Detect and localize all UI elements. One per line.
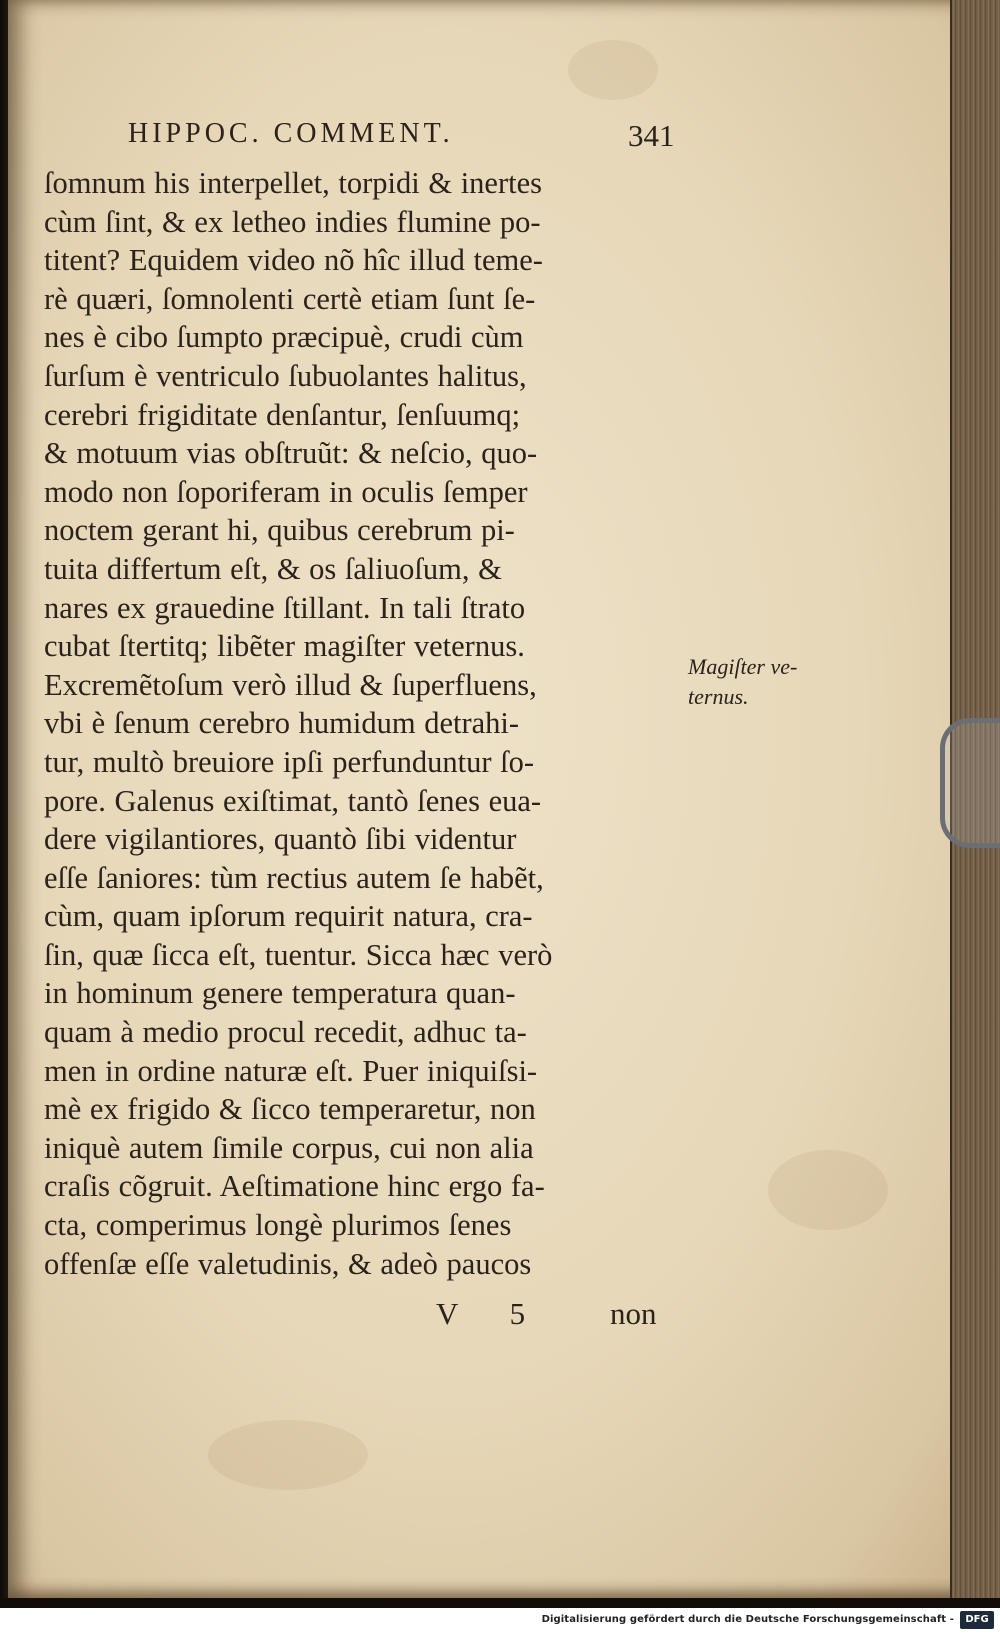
body-text bbox=[44, 164, 684, 1283]
page-clip bbox=[940, 718, 1000, 848]
bottom-shadow bbox=[0, 1598, 1000, 1608]
marginal-note-line: Magiſter ve- bbox=[688, 654, 798, 679]
paper-stain bbox=[568, 40, 658, 100]
book-page bbox=[8, 0, 983, 1598]
text-line: ſurſum è ventriculo ſubuolantes halitus, bbox=[44, 358, 527, 393]
text-line: titent? Equidem video nõ hîc illud teme- bbox=[44, 243, 543, 278]
text-line: cùm, quam ipſorum requirit natura, cra- bbox=[44, 899, 533, 934]
text-line: cta, comperimus longè plurimos ſenes bbox=[44, 1208, 512, 1243]
text-line: quam à medio procul recedit, adhuc ta- bbox=[44, 1015, 527, 1050]
text-line: iniquè autem ſimile corpus, cui non alia bbox=[44, 1130, 534, 1165]
text-line: eſſe ſaniores: tùm rectius autem ſe habẽt, bbox=[44, 860, 544, 895]
text-line: mè ex frigido & ſicco temperaretur, non bbox=[44, 1092, 536, 1127]
text-line: ſin, quæ ſicca eſt, tuentur. Sicca hæc verò bbox=[44, 937, 553, 972]
text-line: nares ex grauedine ſtillant. In tali ſtrato bbox=[44, 590, 526, 625]
text-line: pore. Galenus exiſtimat, tantò ſenes eua- bbox=[44, 783, 542, 818]
marginal-note-line: ternus. bbox=[688, 684, 749, 709]
text-line: tur, multò breuiore ipſi perfunduntur ſo- bbox=[44, 744, 534, 779]
text-line: cùm ſint, & ex letheo indies flumine po- bbox=[44, 204, 541, 239]
text-line: cubat ſtertitq; libẽter magiſter veternus. bbox=[44, 629, 525, 664]
paper-stain bbox=[208, 1420, 368, 1490]
signature-mark: V 5 bbox=[436, 1296, 548, 1331]
text-line: modo non ſoporiferam in oculis ſemper bbox=[44, 474, 528, 509]
text-line: men in ordine naturæ eſt. Puer iniquiſsi- bbox=[44, 1053, 538, 1088]
catchword: non bbox=[610, 1296, 657, 1331]
running-title: HIPPOC. COMMENT. bbox=[128, 118, 454, 149]
digitization-credit: Digitalisierung gefördert durch die Deutsche Forschungsgemeinschaft - bbox=[541, 1614, 954, 1625]
text-line: & motuum vias obſtruũt: & neſcio, quo- bbox=[44, 436, 538, 471]
marginal-note bbox=[688, 652, 868, 712]
text-line: craſis cõgruit. Aeſtimatione hinc ergo fa- bbox=[44, 1169, 545, 1204]
text-line: noctem gerant hi, quibus cerebrum pi- bbox=[44, 513, 515, 548]
paper-stain bbox=[768, 1150, 888, 1230]
text-line: offenſæ eſſe valetudinis, & adeò paucos bbox=[44, 1246, 532, 1281]
text-line: rè quæri, ſomnolenti certè etiam ſunt ſe- bbox=[44, 281, 536, 316]
dfg-logo: DFG bbox=[960, 1611, 994, 1629]
text-line: vbi è ſenum cerebro humidum detrahi- bbox=[44, 706, 520, 741]
text-line: tuita differtum eſt, & os ſaliuoſum, & bbox=[44, 551, 502, 586]
page-footer-marks bbox=[436, 1296, 716, 1336]
text-line: ſomnum his interpellet, torpidi & inertes bbox=[44, 166, 543, 200]
text-line: cerebri frigiditate denſantur, ſenſuumq; bbox=[44, 397, 521, 432]
text-line: Excremẽtoſum verò illud & ſuperfluens, bbox=[44, 667, 537, 702]
text-line: nes è cibo ſumpto præcipuè, crudi cùm bbox=[44, 320, 524, 355]
page-number: 341 bbox=[628, 118, 675, 153]
text-line: in hominum genere temperatura quan- bbox=[44, 976, 516, 1011]
text-line: dere vigilantiores, quantò ſibi videntur bbox=[44, 822, 517, 857]
page-header bbox=[128, 118, 688, 158]
